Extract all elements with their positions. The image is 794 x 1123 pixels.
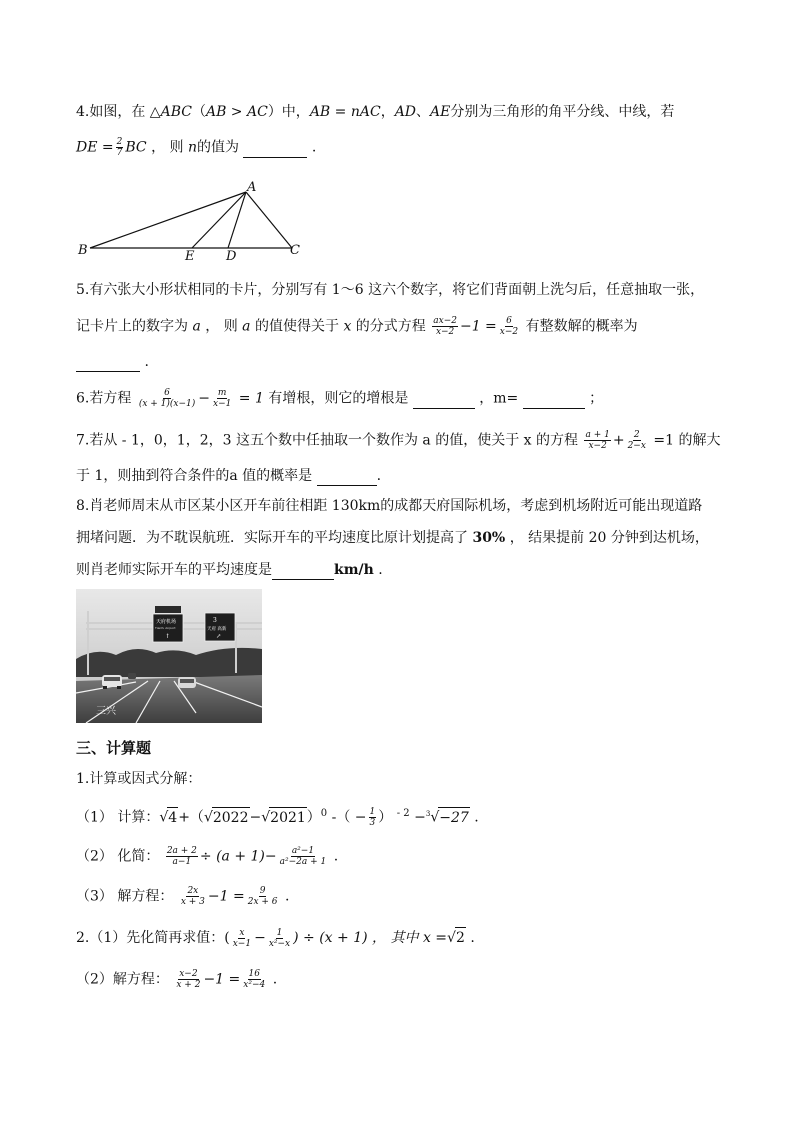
- frac-num: 1: [276, 927, 283, 938]
- math: ) ÷ (x + 1) ， 其中: [293, 930, 419, 946]
- c1-part2: [76, 846, 338, 867]
- text: 有增根，则它的增根是: [268, 390, 409, 407]
- frac-num: 2: [633, 430, 640, 440]
- text: 6.若方程: [76, 390, 132, 407]
- text: （2）解方程：: [76, 971, 169, 988]
- text: ， 结果提前 20 分钟到达机场，: [509, 530, 709, 546]
- text: 、: [416, 104, 431, 120]
- frac-den: 3: [369, 818, 376, 829]
- frac-num: 16: [248, 969, 260, 979]
- sqrt-sign: √: [261, 809, 271, 826]
- text: 7.若从 - 1，0，1，2，3 这五个数中任抽取一个数作为 a 的值，使关于 x 的方程: [76, 432, 579, 449]
- frac-den: 2−x: [627, 441, 646, 451]
- text: 拥堵问题．为不耽误航班．实际开车的平均速度比原计划提高了: [76, 530, 468, 546]
- sign-header: [155, 606, 181, 613]
- sign-text: 天府机场: [156, 619, 177, 625]
- text: .: [311, 139, 317, 156]
- text: .: [376, 468, 382, 484]
- highway-photo: [76, 589, 262, 723]
- math: ÷ (a + 1)−: [199, 848, 277, 865]
- treeline: [76, 648, 262, 677]
- car-right: [178, 677, 196, 688]
- fraction: [116, 137, 124, 158]
- text: -（ −: [331, 809, 367, 826]
- car-left: [102, 675, 122, 689]
- math: −1 =: [207, 888, 245, 905]
- text: ， 则: [151, 139, 184, 156]
- fraction: [166, 846, 198, 867]
- answer-blank[interactable]: [272, 565, 334, 580]
- label-b: B: [78, 243, 88, 258]
- text: 5.有六张大小形状相同的卡片，分别写有 1～6 这六个数字，将它们背面朝上洗匀后，任意抽取一张，: [76, 282, 705, 298]
- q5-line3: [76, 352, 149, 372]
- label-c: C: [290, 243, 300, 258]
- up-right-arrow-icon: ↗: [216, 633, 222, 640]
- text: 1.计算或因式分解：: [76, 771, 202, 787]
- frac-den: x + 3: [180, 897, 205, 907]
- text: 2.（1）先化简再求值：(: [76, 930, 230, 946]
- frac-den: x−2: [499, 327, 519, 337]
- math: −: [414, 809, 426, 826]
- text: ；: [589, 390, 604, 407]
- math: a: [242, 318, 251, 335]
- frac-num: 6: [506, 316, 512, 326]
- car-far: [128, 673, 136, 679]
- math: = 1: [238, 390, 264, 407]
- q5-line1: [76, 280, 704, 300]
- math: 2: [455, 927, 466, 948]
- answer-blank[interactable]: [243, 143, 307, 158]
- frac-den: 2x + 6: [247, 897, 278, 907]
- frac-num: 2: [116, 137, 123, 147]
- percent: 30%: [472, 530, 506, 546]
- answer-blank-m[interactable]: [523, 394, 585, 409]
- text: 的值使得关于: [254, 318, 339, 335]
- answer-blank[interactable]: [76, 357, 140, 372]
- q4-line2: [76, 137, 316, 158]
- text: .: [272, 971, 278, 988]
- fraction: [627, 430, 647, 451]
- fraction: [268, 928, 291, 949]
- c1-part1: [76, 804, 479, 828]
- math: a: [192, 318, 201, 335]
- math: DE =: [76, 139, 114, 156]
- fraction: [212, 388, 232, 409]
- fraction: [242, 969, 266, 990]
- text: 则肖老师实际开车的平均速度是: [76, 562, 272, 578]
- segment-ab: [90, 192, 246, 248]
- q6-line: [76, 388, 603, 409]
- exit-number: 3: [213, 617, 217, 624]
- label-a: A: [247, 180, 257, 195]
- sqrt-sign: √: [447, 930, 456, 946]
- fraction: [584, 430, 610, 451]
- text: （: [191, 104, 206, 120]
- unit: km/h: [334, 562, 374, 578]
- frac-num: m: [217, 388, 227, 398]
- frac-den: a²−2a + 1: [279, 857, 327, 867]
- c2-part2: [76, 969, 277, 990]
- text: 记卡片上的数字为: [76, 318, 188, 335]
- text: .: [474, 809, 479, 826]
- text: +（: [178, 809, 204, 826]
- fraction: [175, 969, 201, 990]
- c1-title: [76, 769, 201, 789]
- math: 2022: [212, 807, 250, 828]
- text: ， 则: [205, 318, 238, 335]
- exponent: - 2: [396, 808, 410, 819]
- text: 8.肖老师周末从市区某小区开车前往相距 130km的成都天府国际机场，考虑到机场附近可能出现道路: [76, 498, 703, 514]
- sign-subtext: Tianfu Airport: [155, 626, 176, 630]
- text: 4.如图，在 △: [76, 104, 161, 120]
- exponent: 0: [320, 808, 328, 819]
- label-d: D: [226, 249, 237, 260]
- text: （2） 化简：: [76, 848, 160, 865]
- frac-num: a + 1: [585, 430, 610, 440]
- frac-den: a−1: [172, 857, 192, 867]
- math: ABC: [160, 104, 192, 120]
- math: x =: [422, 930, 448, 946]
- math: 2021: [269, 807, 307, 828]
- frac-num: 2x: [187, 886, 199, 896]
- math: AB > AC: [205, 104, 268, 120]
- q7-line2: [76, 466, 381, 486]
- q5-line2: [76, 316, 638, 337]
- q8-line2: [76, 528, 709, 548]
- q8-line3: [76, 560, 383, 580]
- frac-den: x²−x: [268, 938, 291, 949]
- frac-den: x−2: [435, 327, 455, 337]
- frac-den: x−2: [588, 441, 607, 451]
- math: x: [343, 318, 352, 335]
- fraction: [432, 316, 458, 337]
- text: （1） 计算：: [76, 809, 160, 826]
- text: 有整数解的概率为: [525, 318, 638, 335]
- q4-line1: [76, 102, 674, 122]
- answer-blank[interactable]: [317, 471, 377, 486]
- label-e: E: [185, 249, 195, 260]
- fraction: [247, 886, 279, 907]
- frac-num: x: [239, 927, 245, 938]
- frac-num: 1: [369, 807, 376, 818]
- answer-blank-root[interactable]: [413, 394, 475, 409]
- section-title: [76, 738, 151, 758]
- text: ，: [380, 104, 395, 120]
- math: AD: [394, 104, 417, 120]
- fraction: [232, 928, 252, 949]
- math: n: [187, 139, 198, 156]
- math: AE: [430, 104, 451, 120]
- frac-num: 2a + 2: [166, 846, 197, 856]
- math: BC: [125, 139, 147, 156]
- q8-line1: [76, 496, 702, 516]
- segment-ad: [228, 192, 246, 248]
- text: （3） 解方程：: [76, 888, 174, 905]
- fraction: [499, 316, 519, 337]
- math: −: [198, 390, 210, 407]
- text: 的分式方程: [355, 318, 426, 335]
- frac-den: x²−4: [243, 980, 266, 990]
- text: 分别为三角形的角平分线、中线，若: [450, 104, 675, 120]
- c2-part1: [76, 927, 475, 949]
- sqrt-sign: √: [159, 809, 169, 826]
- segment-ae: [192, 192, 246, 248]
- root-index: 3: [425, 810, 431, 818]
- math: −27: [438, 807, 470, 828]
- text: 的值为: [197, 139, 240, 156]
- math: AB = nAC: [309, 104, 381, 120]
- fraction: [138, 388, 196, 409]
- math: 4: [167, 807, 178, 828]
- text: .: [333, 848, 339, 865]
- frac-den: x−1: [232, 938, 252, 949]
- frac-den: x + 2: [176, 980, 201, 990]
- sqrt-sign: √: [430, 809, 440, 826]
- road-text: 三兴: [96, 706, 116, 717]
- text: .: [378, 562, 383, 578]
- fraction: [180, 886, 206, 907]
- frac-den: (x + 1)(x−1): [138, 399, 196, 409]
- frac-den: 7: [116, 148, 123, 158]
- text: ，m=: [479, 390, 519, 407]
- text: =1 的解大: [653, 432, 721, 449]
- text: .: [144, 354, 149, 370]
- c1-part3: [76, 886, 289, 907]
- text: ）: [306, 809, 321, 826]
- frac-num: ax−2: [433, 316, 457, 326]
- math: −: [254, 930, 266, 946]
- frac-num: a²−1: [291, 846, 315, 856]
- q7-line1: [76, 430, 720, 451]
- math: +: [612, 432, 625, 449]
- sqrt-sign: √: [203, 809, 213, 826]
- math: −1 =: [459, 318, 497, 335]
- text: .: [284, 888, 290, 905]
- up-arrow-icon: ↑: [165, 633, 171, 640]
- text: 于 1，则抽到符合条件的a 值的概率是: [76, 468, 313, 484]
- frac-num: 9: [259, 886, 266, 896]
- frac-den: x−1: [213, 399, 232, 409]
- text: ）: [378, 809, 393, 826]
- frac-num: x−2: [179, 969, 198, 979]
- fraction: [279, 846, 328, 867]
- triangle-figure: [76, 178, 306, 260]
- fraction: [369, 807, 377, 828]
- text: .: [470, 930, 475, 946]
- math: −: [249, 809, 262, 826]
- sign-text: 天府 高新: [207, 627, 227, 632]
- frac-num: 6: [164, 388, 170, 398]
- section-title-text: 三、计算题: [76, 739, 152, 757]
- text: ）中，: [267, 104, 310, 120]
- math: −1 =: [203, 971, 241, 988]
- segment-ac: [246, 192, 292, 248]
